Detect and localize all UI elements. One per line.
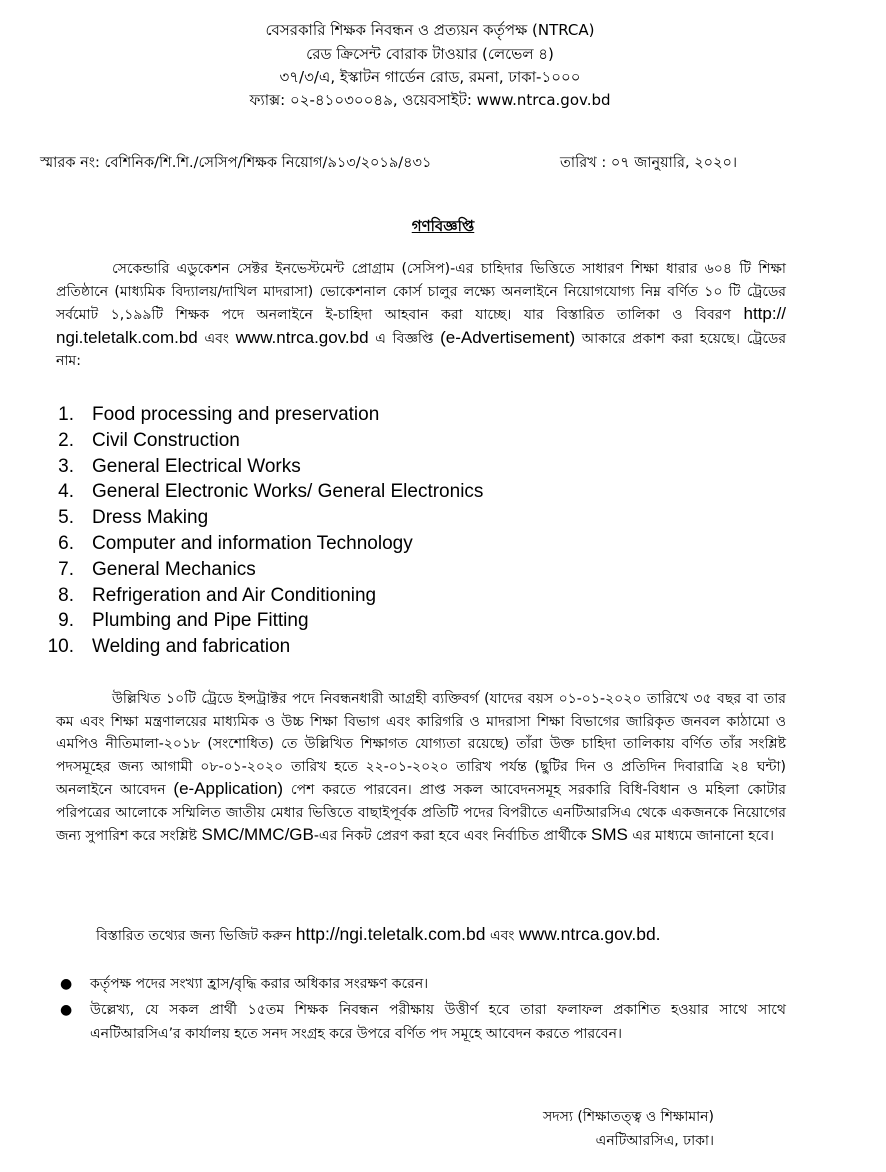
trade-name: Plumbing and Pipe Fitting: [92, 610, 309, 632]
trade-item: [40, 402, 640, 428]
intro-paragraph: [56, 258, 786, 373]
trade-name: Civil Construction: [92, 429, 240, 451]
signature-office: এনটিআরসিএ, ঢাকা।: [595, 1133, 714, 1149]
bullet-icon: ●: [60, 976, 73, 992]
trade-name: General Electrical Works: [92, 455, 301, 477]
signature-designation: সদস্য (শিক্ষাতত্ত্ব ও শিক্ষামান): [542, 1109, 714, 1125]
trade-number: 10.: [47, 636, 74, 658]
trade-number: 1.: [58, 404, 74, 425]
visit-line: [96, 922, 661, 948]
trade-item: [40, 583, 640, 609]
body-text-3: -এর নিকট প্রেরণ করা হবে এবং নির্বাচিত প্রার্থীকে: [313, 828, 587, 844]
memo-date: তারিখ : ০৭ জানুয়ারি, ২০২০।: [560, 155, 738, 171]
body-eapplication: (e-Application): [173, 779, 284, 798]
intro-eadvertisement: (e-Advertisement): [440, 327, 576, 347]
org-address: ৩৭/৩/এ, ইস্কাটন গার্ডেন রোড, রমনা, ঢাকা-১০০০: [279, 68, 581, 86]
trade-item: [40, 505, 640, 531]
intro-text-2: এবং: [204, 330, 229, 347]
visit-link-teletalk[interactable]: http://ngi.teletalk.com.bd: [295, 924, 486, 944]
trade-item: [40, 531, 640, 557]
trade-name: Food processing and preservation: [92, 404, 380, 425]
note-item: [56, 972, 786, 996]
body-text-2: পেশ করতে পারবেন। প্রাপ্ত সকল আবেদনসমূহ সরকারি বিধি-বিধান ও মহিলা কোটার পরিপত্রের আলোকে সম্মিলিত জাতীয় মেধার ভিত্তিতে বাছাইপূর্বক প্রতিটি পদের বিপরীতে এনটিআরসিএ থেকে একজনকে নিয়োগের জন্য সুপারিশ করে সংশ্লিষ্ট: [56, 782, 787, 844]
intro-text-4: আকারে প্রকাশ করা হয়েছে। ট্রেডের নাম:: [56, 330, 787, 369]
body-sms: SMS: [591, 825, 628, 844]
trade-name: General Mechanics: [92, 558, 256, 580]
trade-name: Dress Making: [92, 507, 209, 529]
trade-item: [40, 428, 640, 454]
notes-list: [56, 972, 786, 1048]
intro-text-3: এ বিজ্ঞপ্তি: [375, 330, 434, 347]
trade-list: [40, 402, 640, 660]
trade-item: [40, 634, 640, 660]
visit-and: এবং: [489, 928, 515, 944]
org-building: রেড ক্রিসেন্ট বোরাক টাওয়ার (লেভেল ৪): [306, 45, 554, 63]
trade-name: Computer and information Technology: [92, 532, 413, 554]
note-text: কর্তৃপক্ষ পদের সংখ্যা হ্রাস/বৃদ্ধি করার অধিকার সংরক্ষণ করেন।: [90, 976, 429, 992]
body-text-4: এর মাধ্যমে জানানো হবে।: [632, 828, 775, 844]
org-contact: ফ্যাক্স: ০২-৪১০৩০০৪৯, ওয়েবসাইট: www.ntrca.gov.bd: [249, 91, 611, 109]
trade-item: [40, 479, 640, 505]
trade-number: 8.: [58, 584, 74, 606]
body-smc-mmc-gb: SMC/MMC/GB: [201, 825, 314, 844]
bullet-icon: ●: [60, 1002, 73, 1018]
trade-name: General Electronic Works/ General Electronics: [92, 481, 484, 503]
trade-name: Welding and fabrication: [92, 636, 291, 658]
trade-number: 6.: [58, 532, 74, 554]
trade-number: 7.: [58, 558, 74, 580]
trade-number: 2.: [58, 429, 74, 451]
visit-link-ntrca[interactable]: www.ntrca.gov.bd.: [518, 924, 661, 944]
trade-item: [40, 557, 640, 583]
visit-prefix: বিস্তারিত তথ্যের জন্য ভিজিট করুন: [96, 928, 292, 944]
body-text-1: উল্লিখিত ১০টি ট্রেডে ইন্সট্রাক্টর পদে নিবন্ধনধারী আগ্রহী ব্যক্তিবর্গ (যাদের বয়স ০১-০১-২০২০ তারিখে ৩৫ বছর বা তার কম এবং শিক্ষা মন্ত্রণালয়ের মাধ্যমিক ও উচ্চ শিক্ষা বিভাগ এবং কারিগরি ও মাদরাসা শিক্ষা বিভাগের জারিকৃত জনবল কাঠামো ও এমপিও নীতিমালা-২০১৮ (সংশোধিত) তে উল্লিখিত শিক্ষাগত যোগ্যতা রয়েছে) তাঁরা উক্ত চাহিদা তালিকায় বর্ণিত তাঁর সংশ্লিষ্ট পদসমূহের জন্য আগামী ০৮-০১-২০২০ তারিখ হতে ২২-০১-২০২০ তারিখ পর্যন্ত (ছুটির দিন ও প্রতিদিন দিবারাত্রি ২৪ ঘন্টা) অনলাইনে আবেদন: [56, 691, 786, 798]
notice-title: গণবিজ্ঞপ্তি: [411, 217, 475, 235]
note-item: [56, 998, 786, 1046]
org-name: বেসরকারি শিক্ষক নিবন্ধন ও প্রত্যয়ন কর্তৃপক্ষ (NTRCA): [265, 21, 595, 39]
intro-link-teletalk: http:// ngi.teletalk.com.bd: [56, 304, 787, 347]
intro-text-1: সেকেন্ডারি এডুকেশন সেক্টর ইনভেস্টমেন্ট প্রোগ্রাম (সেসিপ)-এর চাহিদার ভিত্তিতে সাধারণ শিক্ষা ধারার ৬০৪ টি শিক্ষা প্রতিষ্ঠানে (মাধ্যমিক বিদ্যালয়/দাখিল মাদরাসা) ভোকেশনাল কোর্স চালুর লক্ষ্যে অনলাইনে নিয়োগযোগ্য নিম্ন বর্ণিত ১০ টি ট্রেডের সর্বমোট ১,১৯৯টি শিক্ষক পদে অনলাইনে ই-চাহিদা আহবান করা যাচ্ছে। যার বিস্তারিত তালিকা ও বিবরণ: [56, 261, 786, 323]
memo-reference: স্মারক নং: বেশিনিক/শি.শি./সেসিপ/শিক্ষক নিয়োগ/৯১৩/২০১৯/৪৩১: [40, 155, 432, 171]
trade-item: [40, 608, 640, 634]
trade-number: 5.: [58, 507, 74, 529]
trade-number: 9.: [58, 610, 74, 632]
trade-number: 4.: [58, 481, 74, 503]
trade-number: 3.: [58, 455, 74, 477]
body-paragraph: [56, 688, 786, 848]
intro-link-ntrca: www.ntrca.gov.bd: [235, 327, 369, 347]
trade-name: Refrigeration and Air Conditioning: [92, 584, 377, 606]
trade-item: [40, 454, 640, 480]
note-text: উল্লেখ্য, যে সকল প্রার্থী ১৫তম শিক্ষক নিবন্ধন পরীক্ষায় উত্তীর্ণ হবে তারা ফলাফল প্রকাশিত হওয়ার সাথে সাথে এনটিআরসিএ’র কার্যালয় হতে সনদ সংগ্রহ করে উপরে বর্ণিত পদ সমূহে আবেদন করতে পারবেন।: [90, 1002, 786, 1042]
